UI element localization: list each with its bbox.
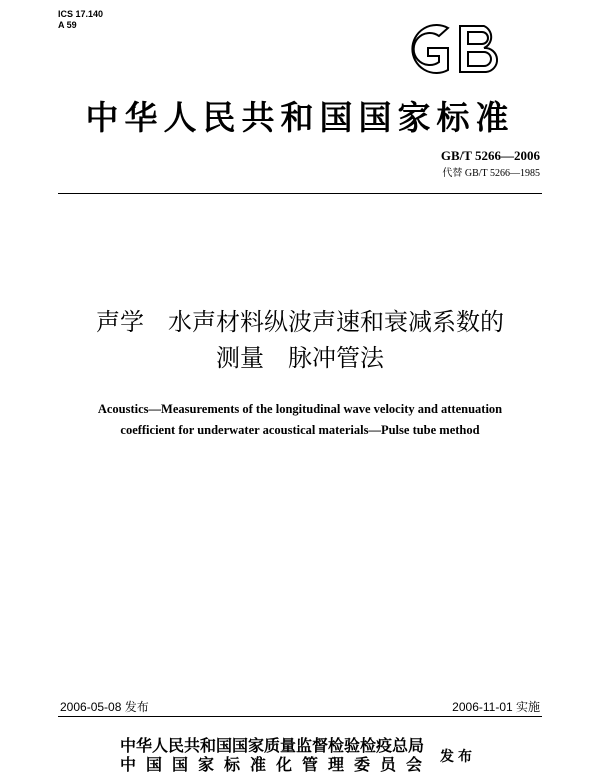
replaces-note: 代替 GB/T 5266—1985 [442, 168, 540, 179]
gb-logo-graphic [394, 18, 512, 80]
gb-logo [394, 18, 512, 80]
publish-label: 发布 [440, 749, 476, 765]
top-divider [58, 193, 542, 194]
issue-date: 2006-05-08 发布 [60, 700, 149, 714]
issuer-aqsiq: 中华人民共和国国家质量监督检验检疫总局 [120, 736, 425, 755]
chinese-title-line-1: 声学 水声材料纵波声速和衰减系数的 [96, 308, 504, 336]
bottom-divider [58, 716, 542, 717]
standard-number-block [441, 148, 540, 179]
english-title-line-2: coefficient for underwater acoustical materials—Pulse tube method [120, 423, 480, 437]
english-title [0, 399, 600, 441]
issuer-sac: 中国国家标准化管理委员会 [120, 755, 433, 774]
ics-code: ICS 17.140 [58, 9, 104, 19]
implementation-date: 2006-11-01 实施 [452, 700, 540, 714]
chinese-title [0, 304, 600, 376]
national-standard-title: 中华人民共和国国家标准 [85, 98, 515, 137]
chinese-title-line-2: 测量 脉冲管法 [216, 344, 384, 372]
class-code: A 59 [58, 20, 77, 30]
classification-codes [58, 9, 103, 31]
issuing-organizations [120, 736, 432, 774]
english-title-line-1: Acoustics—Measurements of the longitudinal wave velocity and attenuation [97, 402, 503, 416]
standard-number: GB/T 5266—2006 [440, 148, 540, 163]
